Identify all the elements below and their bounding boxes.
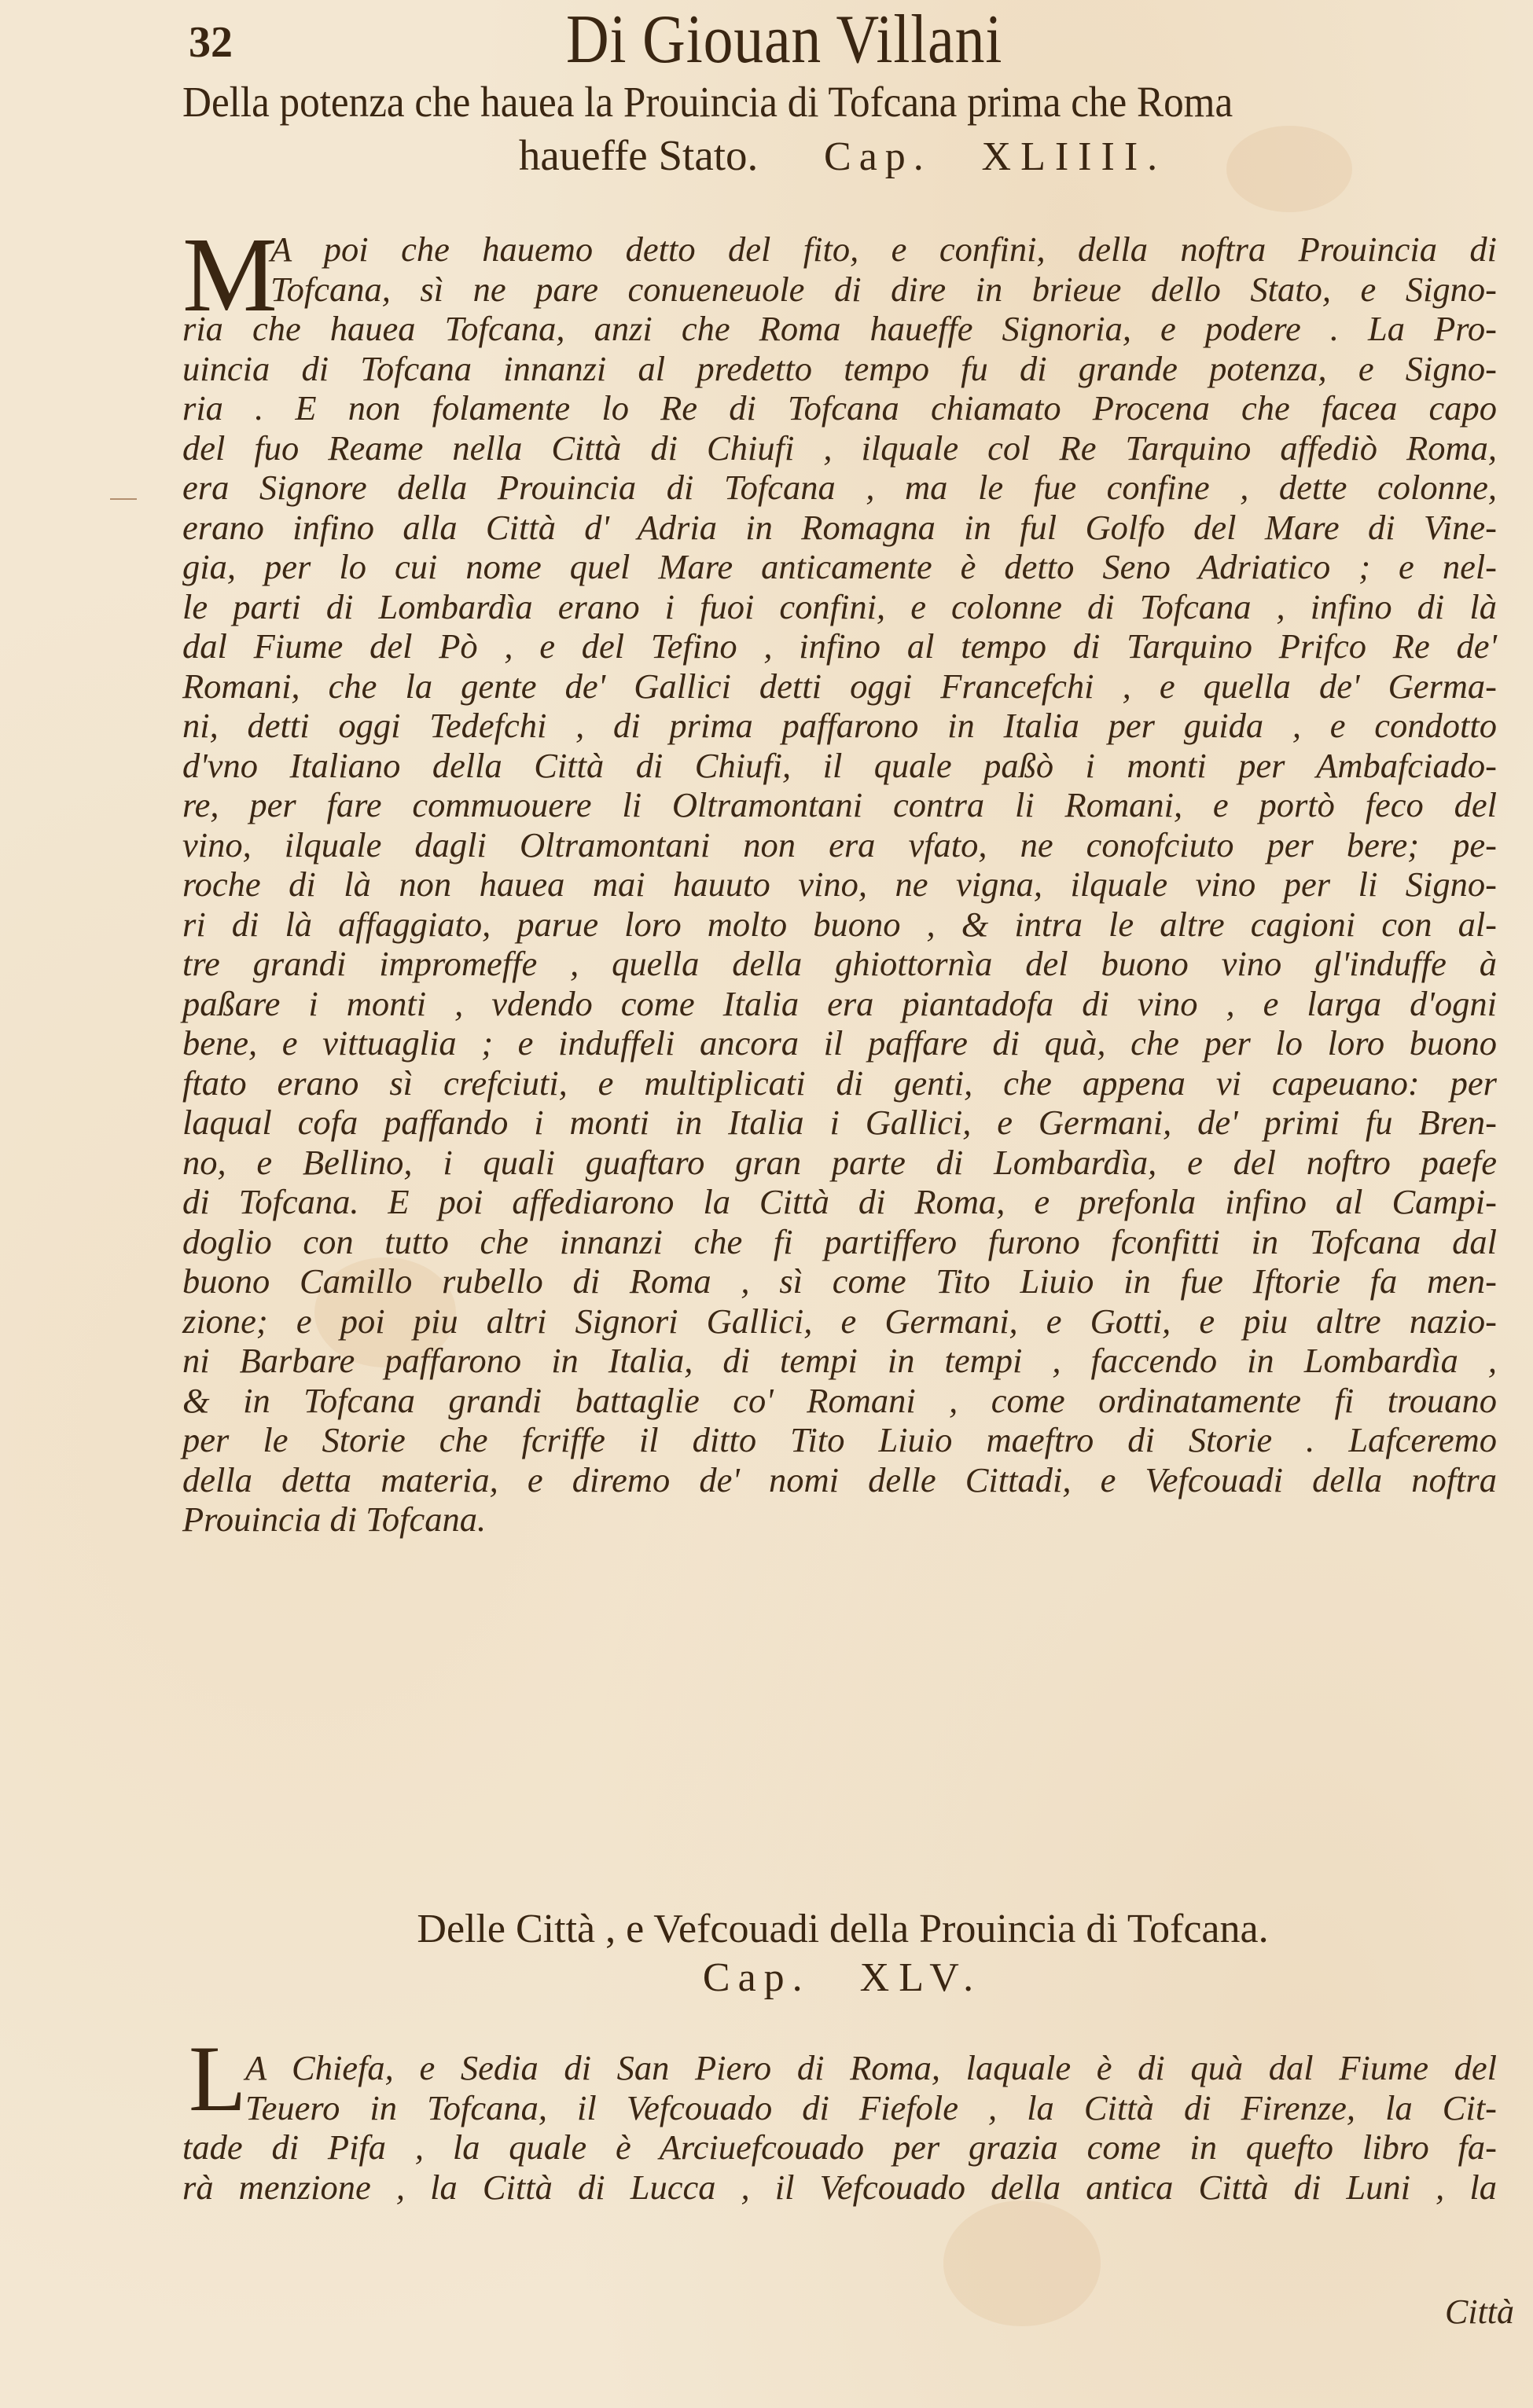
- running-head: Di Giouan Villani: [566, 2, 1003, 78]
- chapter-44-title-line1: Della potenza che hauea la Prouincia di Tofcana prima che Roma: [182, 78, 1233, 126]
- text-line: dal Fiume del Pò , e del Tefino , infino al tempo di Tarquino Prifco Re de': [182, 626, 1497, 666]
- text-line: no, e Bellino, i quali guaftaro gran parte di Lombardìa, e del noftro paefe: [182, 1142, 1497, 1182]
- text-line: gia, per lo cui nome quel Mare anticamente è detto Seno Adriatico ; e nel-: [182, 547, 1497, 586]
- text-line: era Signore della Prouincia di Tofcana , ma le fue confine , dette colonne,: [182, 468, 1497, 507]
- text-line: laqual cofa paffando i monti in Italia i Gallici, e Germani, de' primi fu Bren-: [182, 1103, 1497, 1142]
- text-line: ria che hauea Tofcana, anzi che Roma haueffe Signoria, e podere . La Pro-: [182, 309, 1497, 348]
- text-line: Prouincia di Tofcana.: [182, 1499, 487, 1539]
- drop-cap-l: L: [189, 2026, 247, 2131]
- page-number: 32: [189, 18, 233, 67]
- text-line: buono Camillo rubello di Roma , sì come Tito Liuio in fue Iftorie fa men-: [182, 1261, 1497, 1301]
- chapter-44-title-line2: [182, 129, 1503, 184]
- text-line: della detta materia, e diremo de' nomi delle Cittadi, e Vefcouadi della noftra: [182, 1459, 1497, 1499]
- chapter-45-cap-label: Cap.: [702, 1955, 811, 2000]
- text-line: ria . E non folamente lo Re di Tofcana chiamato Procena che facea capo: [182, 388, 1497, 428]
- text-line: di Tofcana. E poi affediarono la Città di Roma, e prefonla infino al Campi-: [182, 1182, 1497, 1221]
- text-line: Teuero in Tofcana, il Vefcouado di Fiefole , la Città di Firenze, la Cit-: [245, 2087, 1497, 2127]
- text-line: re, per fare commuouere li Oltramontani contra li Romani, e portò feco del: [182, 785, 1497, 824]
- catchword: Città: [1445, 2292, 1515, 2331]
- chapter-44-cap-number: XLIIII.: [981, 134, 1167, 179]
- text-line: del fuo Reame nella Città di Chiufi , ilquale col Re Tarquino affediò Roma,: [182, 428, 1497, 468]
- chapter-45-cap-number: XLV.: [859, 1955, 983, 2000]
- text-line: A Chiefa, e Sedia di San Piero di Roma, laquale è di quà dal Fiume del: [245, 2048, 1497, 2087]
- text-line: A poi che hauemo detto del fito, e confini, della noftra Prouincia di: [270, 229, 1497, 269]
- text-line: tade di Pifa , la quale è Arciuefcouado per grazia come in quefto libro fa-: [182, 2127, 1497, 2167]
- text-line: zione; e poi piu altri Signori Gallici, e Germani, e Gotti, e piu altre nazio-: [182, 1301, 1497, 1341]
- text-line: vino, ilquale dagli Oltramontani non era vfato, ne conofciuto per bere; pe-: [182, 824, 1497, 864]
- text-line: & in Tofcana grandi battaglie co' Romani , come ordinatamente fi trouano: [182, 1380, 1497, 1420]
- text-line: uincia di Tofcana innanzi al predetto tempo fu di grande potenza, e Signo-: [182, 348, 1497, 388]
- text-line: Romani, che la gente de' Gallici detti oggi Francefchi , e quella de' Germa-: [182, 666, 1497, 706]
- chapter-45-heading: [182, 1905, 1503, 2002]
- text-line: le parti di Lombardìa erano i fuoi confini, e colonne di Tofcana , infino di là: [182, 586, 1497, 626]
- text-line: ri di là affaggiato, parue loro molto buono , & intra le altre cagioni con al-: [182, 904, 1497, 944]
- chapter-44-body: [182, 216, 1497, 1540]
- margin-mark: [110, 498, 137, 500]
- text-line: d'vno Italiano della Città di Chiufi, il quale paßò i monti per Ambafciado-: [182, 745, 1497, 785]
- text-line: ni, detti oggi Tedefchi , di prima paffarono in Italia per guida , e condotto: [182, 706, 1497, 745]
- text-line: ftato erano sì crefciuti, e multiplicati di genti, che appena vi capeuano: per: [182, 1063, 1497, 1103]
- text-line: rà menzione , la Città di Lucca , il Vefcouado della antica Città di Luni , la: [182, 2167, 1497, 2207]
- text-line: ni Barbare paffarono in Italia, di tempi in tempi , faccendo in Lombardìa ,: [182, 1341, 1497, 1380]
- text-line: paßare i monti , vdendo come Italia era piantadofa di vino , e larga d'ogni: [182, 983, 1497, 1023]
- text-line: bene, e vittuaglia ; e induffeli ancora il paffare di quà, che per lo loro buono: [182, 1023, 1497, 1063]
- text-line: Tofcana, sì ne pare conueneuole di dire in brieue dello Stato, e Signo-: [270, 269, 1497, 309]
- chapter-44-title-line2-text: haueffe Stato.: [518, 131, 759, 179]
- text-line: roche di là non hauea mai hauuto vino, ne vigna, ilquale vino per li Signo-: [182, 864, 1497, 904]
- chapter-45-cap-line: [182, 1954, 1503, 2002]
- text-line: erano infino alla Città d' Adria in Romagna in ful Golfo del Mare di Vine-: [182, 507, 1497, 547]
- chapter-45-title-line1: Delle Città , e Vefcouadi della Prouincia di Tofcana.: [417, 1907, 1269, 1951]
- chapter-45-body: [182, 2048, 1497, 2207]
- chapter-44-cap-label: Cap.: [824, 134, 932, 179]
- chapter-44-heading: [182, 75, 1503, 184]
- drop-cap-m: M: [182, 216, 278, 334]
- text-line: per le Storie che fcriffe il ditto Tito Liuio maeftro di Storie . Lafceremo: [182, 1420, 1497, 1459]
- text-line: tre grandi impromeffe , quella della ghiottornìa del buono vino gl'induffe à: [182, 944, 1497, 983]
- text-line: doglio con tutto che innanzi che fi partiffero furono fconfitti in Tofcana dal: [182, 1221, 1497, 1261]
- paper-stain: [943, 2201, 1101, 2326]
